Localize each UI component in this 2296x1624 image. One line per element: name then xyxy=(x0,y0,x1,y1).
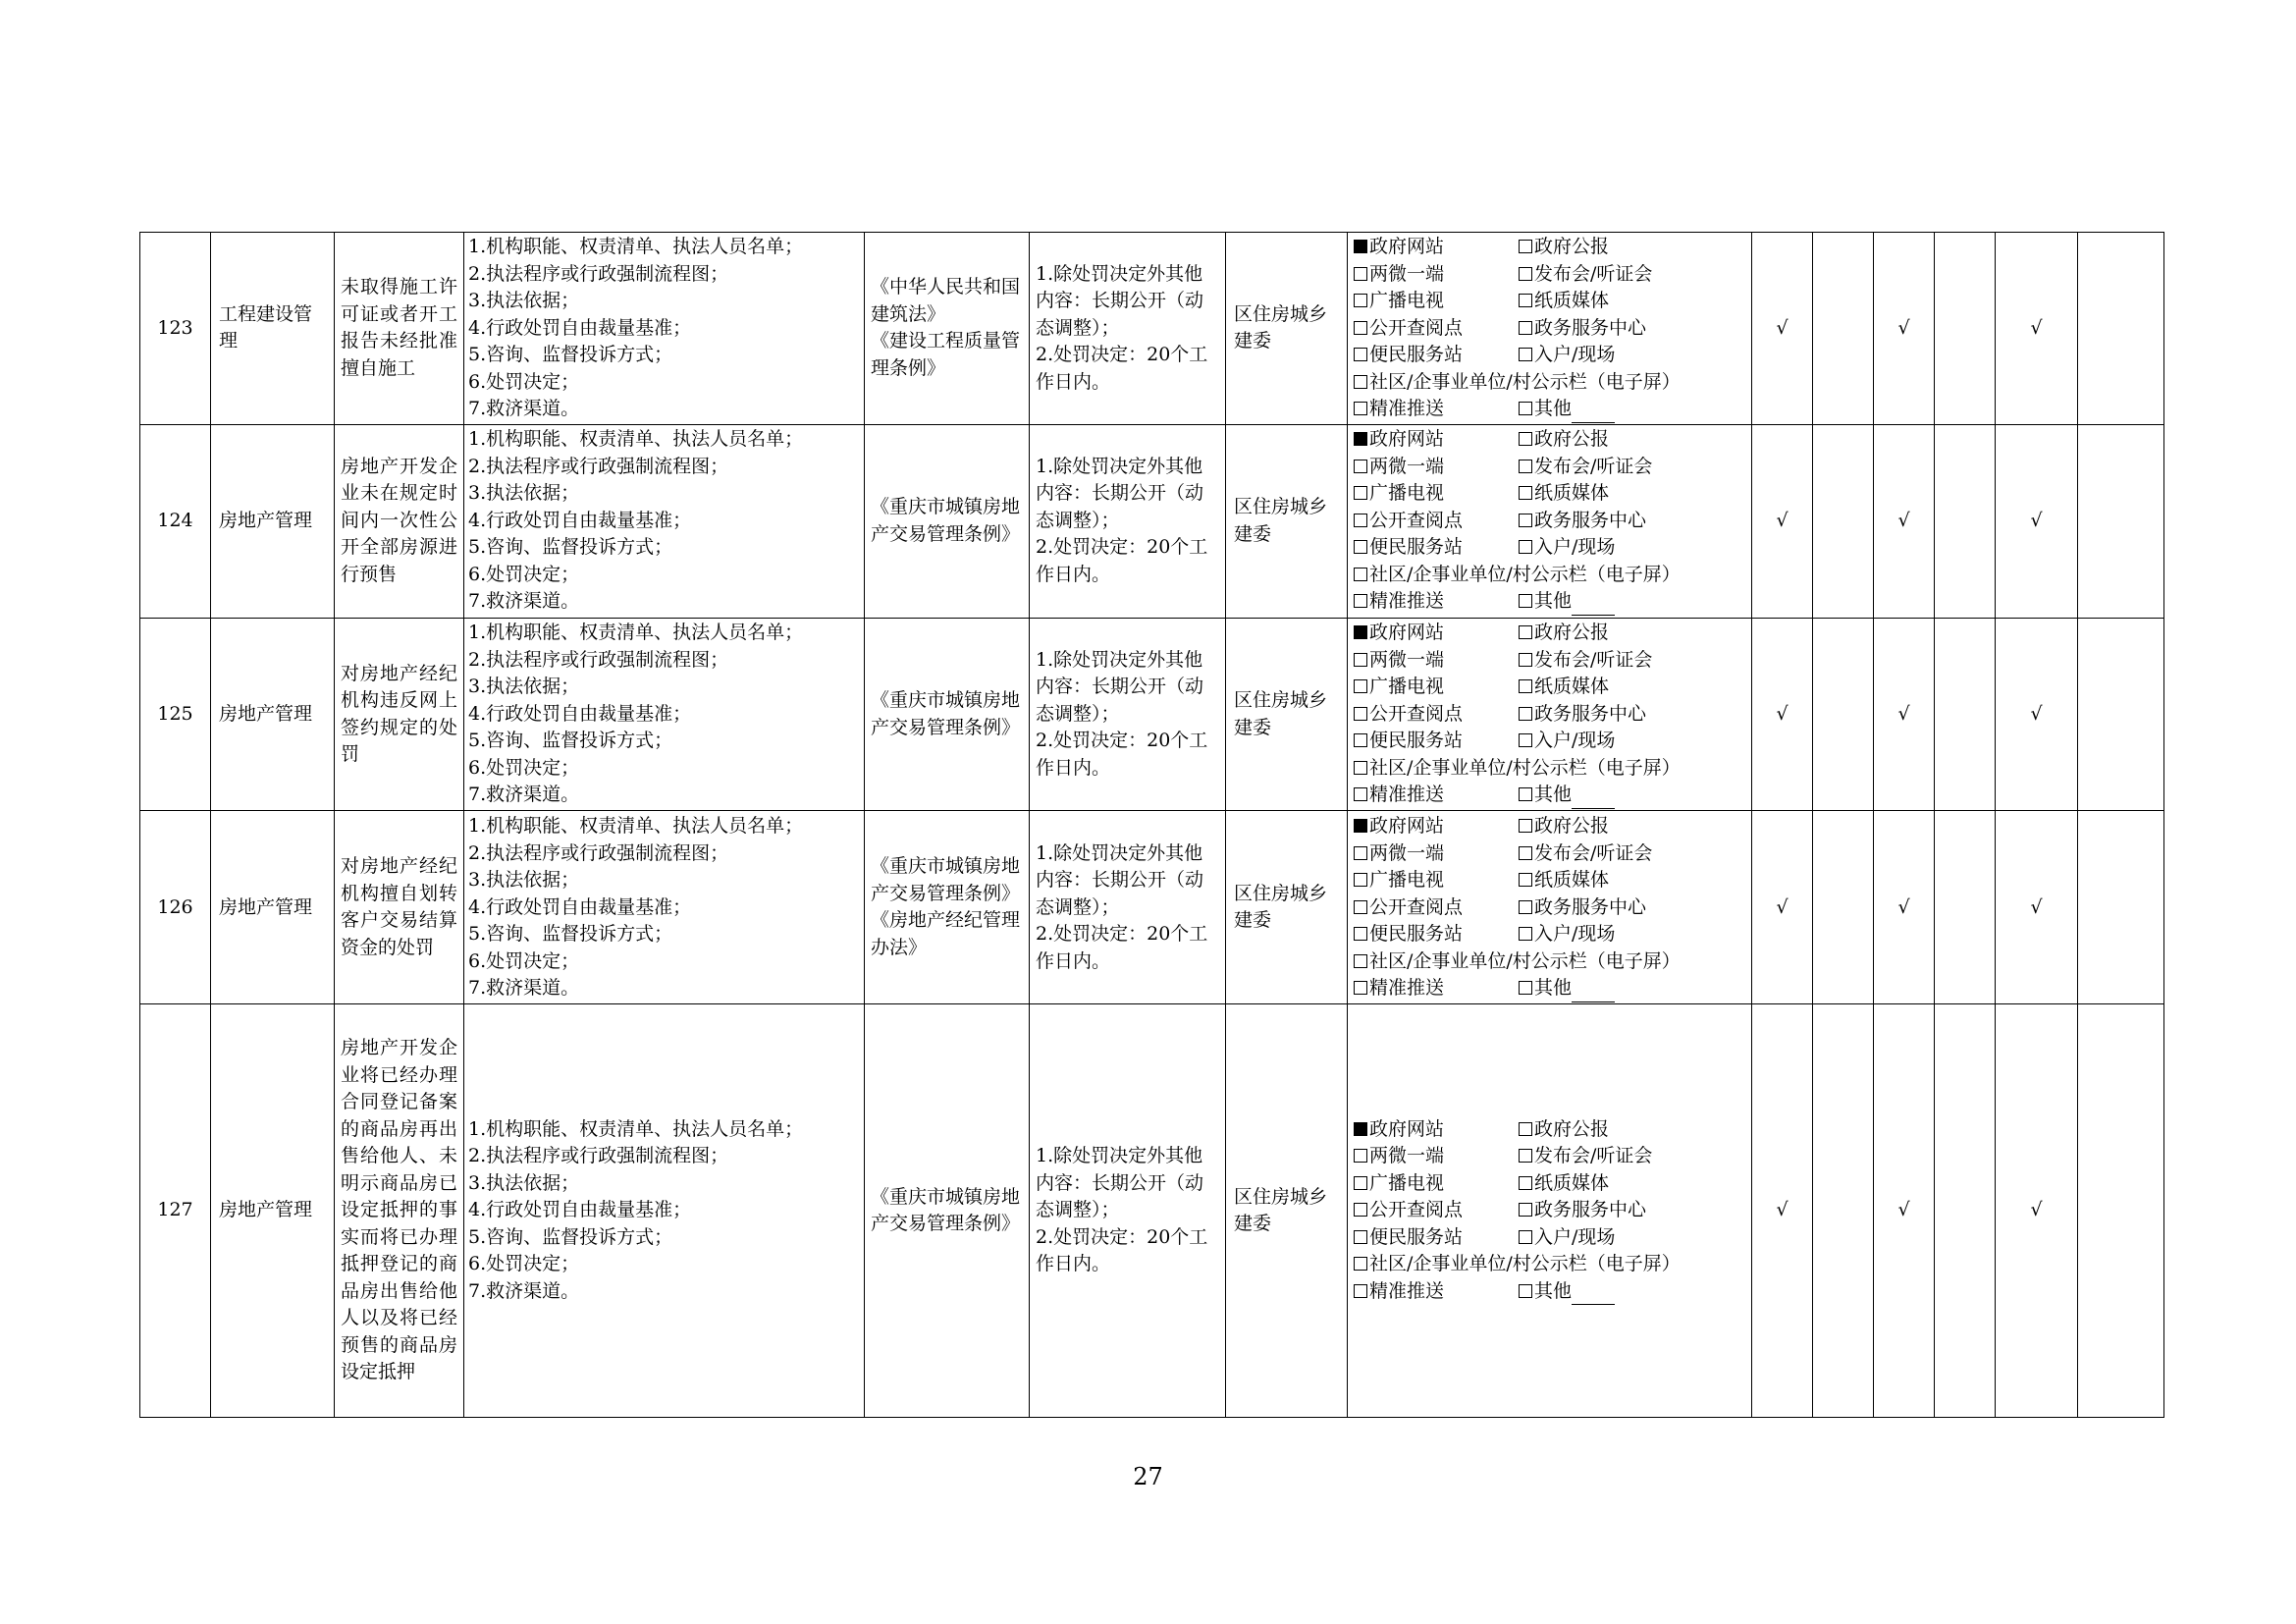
item-cell: 未取得施工许可证或者开工报告未经批准擅自施工 xyxy=(335,233,464,425)
basis-cell xyxy=(865,1004,1030,1418)
content-line: 6.处罚决定； xyxy=(468,1253,580,1275)
blank-underline xyxy=(1572,597,1615,616)
channel-other[interactable]: 其他 xyxy=(1519,1278,1744,1306)
basis-cell xyxy=(865,618,1030,811)
basis-line: 《重庆市城镇房地产交易管理条例》 xyxy=(871,1185,1021,1235)
checkbox-icon xyxy=(1354,900,1367,914)
basis-line: 《重庆市城镇房地产交易管理条例》 xyxy=(871,689,1021,738)
channel-broadcast-tv[interactable]: 广播电视 xyxy=(1354,674,1519,701)
checkbox-icon xyxy=(1519,486,1532,500)
check-cell: √ xyxy=(1996,424,2078,618)
channel-gov-gazette[interactable]: 政府公报 xyxy=(1519,813,1744,840)
basis-line: 《房地产经纪管理办法》 xyxy=(871,909,1021,958)
content-line: 3.执法依据； xyxy=(468,869,580,892)
content-line: 5.咨询、监督投诉方式； xyxy=(468,923,673,946)
checkbox-icon xyxy=(1354,432,1367,446)
channel-print-media[interactable]: 纸质媒体 xyxy=(1519,480,1744,508)
checkbox-icon xyxy=(1354,486,1367,500)
content-line: 4.行政处罚自由裁量基准； xyxy=(468,1199,692,1221)
checkbox-icon xyxy=(1354,402,1367,415)
checkbox-icon xyxy=(1519,819,1532,833)
checkbox-icon xyxy=(1519,900,1532,914)
checkbox-icon xyxy=(1519,733,1532,747)
table-row xyxy=(140,811,2164,1004)
channels-cell xyxy=(1348,618,1752,811)
channel-press-hearing[interactable]: 发布会/听证会 xyxy=(1519,1143,1744,1170)
channel-gov-gazette[interactable]: 政府公报 xyxy=(1519,620,1744,647)
channel-gov-gazette[interactable]: 政府公报 xyxy=(1519,426,1744,454)
basis-cell xyxy=(865,233,1030,425)
checkbox-icon xyxy=(1519,1176,1532,1190)
channel-gov-website[interactable]: 政府网站 xyxy=(1354,1116,1519,1144)
basis-line: 《建设工程质量管理条例》 xyxy=(871,330,1021,379)
content-line: 7.救济渠道。 xyxy=(468,398,580,420)
checkbox-icon xyxy=(1519,787,1532,801)
checkbox-icon xyxy=(1519,981,1532,995)
category-cell: 房地产管理 xyxy=(211,1004,335,1418)
content-line: 4.行政处罚自由裁量基准； xyxy=(468,702,692,725)
check-cell: √ xyxy=(1752,233,1813,425)
checkbox-icon xyxy=(1519,1230,1532,1244)
check-cell xyxy=(2078,1004,2164,1418)
channel-press-hearing[interactable]: 发布会/听证会 xyxy=(1519,647,1744,675)
checkbox-icon xyxy=(1354,540,1367,554)
channel-service-station[interactable]: 便民服务站 xyxy=(1354,534,1519,562)
content-line: 2.执法程序或行政强制流程图； xyxy=(468,262,729,285)
checkbox-icon xyxy=(1519,460,1532,473)
check-cell: √ xyxy=(1752,424,1813,618)
content-line: 7.救济渠道。 xyxy=(468,590,580,613)
check-cell xyxy=(1813,618,1874,811)
channel-service-center[interactable]: 政务服务中心 xyxy=(1519,1197,1744,1224)
checkbox-icon xyxy=(1354,679,1367,693)
basis-cell xyxy=(865,811,1030,1004)
checkbox-icon xyxy=(1354,1122,1367,1136)
channel-press-hearing[interactable]: 发布会/听证会 xyxy=(1519,261,1744,289)
check-cell xyxy=(2078,233,2164,425)
checkbox-icon xyxy=(1519,653,1532,667)
subject-cell: 区住房城乡建委 xyxy=(1226,618,1348,811)
checkbox-icon xyxy=(1354,1176,1367,1190)
checkbox-icon xyxy=(1354,981,1367,995)
channel-broadcast-tv[interactable]: 广播电视 xyxy=(1354,288,1519,315)
checkbox-icon xyxy=(1354,594,1367,608)
checkbox-icon xyxy=(1519,927,1532,941)
check-cell xyxy=(1813,233,1874,425)
table-row xyxy=(140,424,2164,618)
channel-precise-push[interactable]: 精准推送 xyxy=(1354,975,1519,1002)
checkbox-icon xyxy=(1519,707,1532,721)
content-line: 6.处罚决定； xyxy=(468,370,580,393)
channel-gov-website[interactable]: 政府网站 xyxy=(1354,234,1519,261)
time-line: 2.处罚决定：20个工作日内。 xyxy=(1036,923,1208,972)
channel-door-to-door[interactable]: 入户/现场 xyxy=(1519,342,1744,369)
blank-underline xyxy=(1572,405,1615,423)
checkbox-icon xyxy=(1519,873,1532,887)
channel-reading-point[interactable]: 公开查阅点 xyxy=(1354,701,1519,729)
channel-precise-push[interactable]: 精准推送 xyxy=(1354,396,1519,423)
channel-precise-push[interactable]: 精准推送 xyxy=(1354,588,1519,616)
channel-service-station[interactable]: 便民服务站 xyxy=(1354,1224,1519,1252)
channel-door-to-door[interactable]: 入户/现场 xyxy=(1519,534,1744,562)
channel-print-media[interactable]: 纸质媒体 xyxy=(1519,867,1744,894)
check-cell: √ xyxy=(1996,618,2078,811)
content-line: 3.执法依据； xyxy=(468,1171,580,1194)
checkbox-icon xyxy=(1354,1257,1367,1271)
content-line: 1.机构职能、权责清单、执法人员名单； xyxy=(468,1117,804,1140)
check-cell xyxy=(2078,811,2164,1004)
channel-two-micro[interactable]: 两微一端 xyxy=(1354,840,1519,868)
content-line: 3.执法依据； xyxy=(468,290,580,312)
channel-door-to-door[interactable]: 入户/现场 xyxy=(1519,1224,1744,1252)
blank-underline xyxy=(1572,984,1615,1002)
table-row xyxy=(140,1004,2164,1418)
checkbox-icon xyxy=(1354,294,1367,307)
checkbox-icon xyxy=(1354,733,1367,747)
check-cell: √ xyxy=(1752,618,1813,811)
checkbox-icon xyxy=(1519,594,1532,608)
checkbox-icon xyxy=(1354,1203,1367,1217)
time-line: 1.除处罚决定外其他内容：长期公开（动态调整）； xyxy=(1036,455,1204,531)
channel-door-to-door[interactable]: 入户/现场 xyxy=(1519,921,1744,948)
checkbox-icon xyxy=(1354,321,1367,335)
channel-gov-website[interactable]: 政府网站 xyxy=(1354,426,1519,454)
time-line: 2.处罚决定：20个工作日内。 xyxy=(1036,1225,1208,1275)
channel-precise-push[interactable]: 精准推送 xyxy=(1354,1278,1519,1306)
channel-two-micro[interactable]: 两微一端 xyxy=(1354,454,1519,481)
channel-other[interactable]: 其他 xyxy=(1519,396,1744,423)
check-cell xyxy=(2078,618,2164,811)
content-cell xyxy=(464,233,865,425)
content-line: 2.执法程序或行政强制流程图； xyxy=(468,648,729,671)
check-cell: √ xyxy=(1874,233,1935,425)
content-line: 6.处罚决定； xyxy=(468,563,580,585)
content-line: 6.处罚决定； xyxy=(468,949,580,972)
checkbox-icon xyxy=(1519,1122,1532,1136)
check-cell: √ xyxy=(1874,618,1935,811)
checkbox-icon xyxy=(1354,514,1367,527)
checkbox-icon xyxy=(1354,954,1367,968)
row-number: 123 xyxy=(140,233,211,425)
check-cell xyxy=(2078,424,2164,618)
channel-service-center[interactable]: 政务服务中心 xyxy=(1519,315,1744,343)
content-line: 7.救济渠道。 xyxy=(468,784,580,806)
check-cell: √ xyxy=(1996,811,2078,1004)
row-number: 125 xyxy=(140,618,211,811)
check-cell: √ xyxy=(1874,1004,1935,1418)
time-line: 1.除处罚决定外其他内容：长期公开（动态调整）； xyxy=(1036,1145,1204,1221)
channel-two-micro[interactable]: 两微一端 xyxy=(1354,647,1519,675)
channel-gov-gazette[interactable]: 政府公报 xyxy=(1519,1116,1744,1144)
channel-service-center[interactable]: 政务服务中心 xyxy=(1519,701,1744,729)
content-line: 4.行政处罚自由裁量基准； xyxy=(468,316,692,339)
content-cell xyxy=(464,1004,865,1418)
category-cell: 房地产管理 xyxy=(211,811,335,1004)
channel-reading-point[interactable]: 公开查阅点 xyxy=(1354,894,1519,922)
content-cell xyxy=(464,424,865,618)
row-number: 126 xyxy=(140,811,211,1004)
channels-cell xyxy=(1348,811,1752,1004)
check-cell: √ xyxy=(1996,233,2078,425)
channel-precise-push[interactable]: 精准推送 xyxy=(1354,782,1519,809)
channel-gov-gazette[interactable]: 政府公报 xyxy=(1519,234,1744,261)
check-cell xyxy=(1813,424,1874,618)
channel-bulletin[interactable]: 社区/企事业单位/村公示栏（电子屏） xyxy=(1354,562,1744,589)
time-limit-cell xyxy=(1030,1004,1226,1418)
content-line: 3.执法依据； xyxy=(468,482,580,505)
check-cell: √ xyxy=(1874,811,1935,1004)
checkbox-icon xyxy=(1354,761,1367,775)
checkbox-icon xyxy=(1354,267,1367,281)
channel-broadcast-tv[interactable]: 广播电视 xyxy=(1354,1170,1519,1198)
channel-bulletin[interactable]: 社区/企事业单位/村公示栏（电子屏） xyxy=(1354,948,1744,976)
content-line: 5.咨询、监督投诉方式； xyxy=(468,344,673,366)
check-cell: √ xyxy=(1752,1004,1813,1418)
check-cell: √ xyxy=(1752,811,1813,1004)
channel-gov-website[interactable]: 政府网站 xyxy=(1354,620,1519,647)
check-cell xyxy=(1813,1004,1874,1418)
channel-service-center[interactable]: 政务服务中心 xyxy=(1519,894,1744,922)
channel-bulletin[interactable]: 社区/企事业单位/村公示栏（电子屏） xyxy=(1354,755,1744,783)
category-cell: 房地产管理 xyxy=(211,424,335,618)
channel-bulletin[interactable]: 社区/企事业单位/村公示栏（电子屏） xyxy=(1354,369,1744,397)
content-cell xyxy=(464,618,865,811)
content-line: 5.咨询、监督投诉方式； xyxy=(468,536,673,559)
channel-reading-point[interactable]: 公开查阅点 xyxy=(1354,508,1519,535)
channel-reading-point[interactable]: 公开查阅点 xyxy=(1354,1197,1519,1224)
basis-cell xyxy=(865,424,1030,618)
category-cell: 房地产管理 xyxy=(211,618,335,811)
checkbox-icon xyxy=(1354,873,1367,887)
channel-service-station[interactable]: 便民服务站 xyxy=(1354,342,1519,369)
time-line: 2.处罚决定：20个工作日内。 xyxy=(1036,536,1208,585)
checkbox-icon xyxy=(1519,540,1532,554)
check-cell xyxy=(1935,233,1996,425)
time-line: 2.处罚决定：20个工作日内。 xyxy=(1036,344,1208,393)
table-row xyxy=(140,233,2164,425)
channel-broadcast-tv[interactable]: 广播电视 xyxy=(1354,867,1519,894)
channel-two-micro[interactable]: 两微一端 xyxy=(1354,1143,1519,1170)
checkbox-icon xyxy=(1354,1149,1367,1163)
time-line: 2.处罚决定：20个工作日内。 xyxy=(1036,730,1208,779)
channel-other[interactable]: 其他 xyxy=(1519,782,1744,809)
disclosure-table xyxy=(139,232,2164,1418)
content-line: 2.执法程序或行政强制流程图； xyxy=(468,841,729,864)
channel-print-media[interactable]: 纸质媒体 xyxy=(1519,674,1744,701)
blank-underline xyxy=(1572,1286,1615,1305)
checkbox-icon xyxy=(1519,1149,1532,1163)
channel-press-hearing[interactable]: 发布会/听证会 xyxy=(1519,840,1744,868)
item-cell: 房地产开发企业未在规定时间内一次性公开全部房源进行预售 xyxy=(335,424,464,618)
checkbox-icon xyxy=(1354,1230,1367,1244)
time-line: 1.除处罚决定外其他内容：长期公开（动态调整）； xyxy=(1036,841,1204,918)
channel-print-media[interactable]: 纸质媒体 xyxy=(1519,1170,1744,1198)
check-cell xyxy=(1935,424,1996,618)
content-line: 5.咨询、监督投诉方式； xyxy=(468,1225,673,1248)
checkbox-icon xyxy=(1354,819,1367,833)
checkbox-icon xyxy=(1354,787,1367,801)
check-cell: √ xyxy=(1996,1004,2078,1418)
check-cell xyxy=(1935,618,1996,811)
checkbox-icon xyxy=(1519,402,1532,415)
checkbox-icon xyxy=(1354,375,1367,389)
check-cell xyxy=(1935,811,1996,1004)
channels-cell xyxy=(1348,233,1752,425)
table-row xyxy=(140,618,2164,811)
checkbox-icon xyxy=(1519,1284,1532,1298)
channel-gov-website[interactable]: 政府网站 xyxy=(1354,813,1519,840)
subject-cell: 区住房城乡建委 xyxy=(1226,233,1348,425)
content-line: 4.行政处罚自由裁量基准； xyxy=(468,509,692,531)
channel-broadcast-tv[interactable]: 广播电视 xyxy=(1354,480,1519,508)
checkbox-icon xyxy=(1519,625,1532,639)
category-cell: 工程建设管理 xyxy=(211,233,335,425)
time-line: 1.除处罚决定外其他内容：长期公开（动态调整）； xyxy=(1036,648,1204,725)
checkbox-icon xyxy=(1519,294,1532,307)
checkbox-icon xyxy=(1354,846,1367,860)
channel-print-media[interactable]: 纸质媒体 xyxy=(1519,288,1744,315)
channel-door-to-door[interactable]: 入户/现场 xyxy=(1519,728,1744,755)
checkbox-icon xyxy=(1354,707,1367,721)
item-cell: 房地产开发企业将已经办理合同登记备案的商品房再出售给他人、未明示商品房已设定抵押的事实而将已办理抵押登记的商品房出售给他人以及将已经预售的商品房设定抵押 xyxy=(335,1004,464,1418)
channel-reading-point[interactable]: 公开查阅点 xyxy=(1354,315,1519,343)
content-line: 6.处罚决定； xyxy=(468,756,580,779)
checkbox-icon xyxy=(1519,348,1532,361)
page-number: 27 xyxy=(1133,1463,1163,1490)
channel-service-station[interactable]: 便民服务站 xyxy=(1354,728,1519,755)
content-cell xyxy=(464,811,865,1004)
content-line: 1.机构职能、权责清单、执法人员名单； xyxy=(468,236,804,258)
check-cell: √ xyxy=(1874,424,1935,618)
checkbox-icon xyxy=(1354,240,1367,253)
content-line: 7.救济渠道。 xyxy=(468,977,580,1000)
time-limit-cell xyxy=(1030,233,1226,425)
channel-other[interactable]: 其他 xyxy=(1519,588,1744,616)
content-line: 7.救济渠道。 xyxy=(468,1279,580,1302)
content-line: 3.执法依据； xyxy=(468,676,580,698)
channel-other[interactable]: 其他 xyxy=(1519,975,1744,1002)
channels-cell xyxy=(1348,424,1752,618)
checkbox-icon xyxy=(1519,432,1532,446)
checkbox-icon xyxy=(1354,927,1367,941)
subject-cell: 区住房城乡建委 xyxy=(1226,424,1348,618)
checkbox-icon xyxy=(1354,625,1367,639)
checkbox-icon xyxy=(1519,679,1532,693)
row-number: 127 xyxy=(140,1004,211,1418)
item-cell: 对房地产经纪机构擅自划转客户交易结算资金的处罚 xyxy=(335,811,464,1004)
channel-two-micro[interactable]: 两微一端 xyxy=(1354,261,1519,289)
blank-underline xyxy=(1572,790,1615,809)
channel-bulletin[interactable]: 社区/企事业单位/村公示栏（电子屏） xyxy=(1354,1251,1744,1278)
subject-cell: 区住房城乡建委 xyxy=(1226,811,1348,1004)
channels-cell xyxy=(1348,1004,1752,1418)
content-line: 4.行政处罚自由裁量基准； xyxy=(468,895,692,918)
basis-line: 《中华人民共和国建筑法》 xyxy=(871,276,1021,325)
time-line: 1.除处罚决定外其他内容：长期公开（动态调整）； xyxy=(1036,262,1204,339)
time-limit-cell xyxy=(1030,811,1226,1004)
channel-press-hearing[interactable]: 发布会/听证会 xyxy=(1519,454,1744,481)
checkbox-icon xyxy=(1354,653,1367,667)
row-number: 124 xyxy=(140,424,211,618)
checkbox-icon xyxy=(1519,1203,1532,1217)
checkbox-icon xyxy=(1354,1284,1367,1298)
time-limit-cell xyxy=(1030,618,1226,811)
content-line: 1.机构职能、权责清单、执法人员名单； xyxy=(468,815,804,838)
checkbox-icon xyxy=(1519,240,1532,253)
checkbox-icon xyxy=(1354,460,1367,473)
item-cell: 对房地产经纪机构违反网上签约规定的处罚 xyxy=(335,618,464,811)
checkbox-icon xyxy=(1519,846,1532,860)
checkbox-icon xyxy=(1519,321,1532,335)
check-cell xyxy=(1813,811,1874,1004)
content-line: 1.机构职能、权责清单、执法人员名单； xyxy=(468,622,804,644)
basis-line: 《重庆市城镇房地产交易管理条例》 xyxy=(871,855,1021,904)
content-line: 2.执法程序或行政强制流程图； xyxy=(468,455,729,477)
content-line: 1.机构职能、权责清单、执法人员名单； xyxy=(468,428,804,451)
subject-cell: 区住房城乡建委 xyxy=(1226,1004,1348,1418)
checkbox-icon xyxy=(1354,568,1367,581)
check-cell xyxy=(1935,1004,1996,1418)
channel-service-station[interactable]: 便民服务站 xyxy=(1354,921,1519,948)
content-line: 5.咨询、监督投诉方式； xyxy=(468,730,673,752)
channel-service-center[interactable]: 政务服务中心 xyxy=(1519,508,1744,535)
content-line: 2.执法程序或行政强制流程图； xyxy=(468,1145,729,1167)
basis-line: 《重庆市城镇房地产交易管理条例》 xyxy=(871,496,1021,545)
time-limit-cell xyxy=(1030,424,1226,618)
checkbox-icon xyxy=(1354,348,1367,361)
checkbox-icon xyxy=(1519,514,1532,527)
checkbox-icon xyxy=(1519,267,1532,281)
